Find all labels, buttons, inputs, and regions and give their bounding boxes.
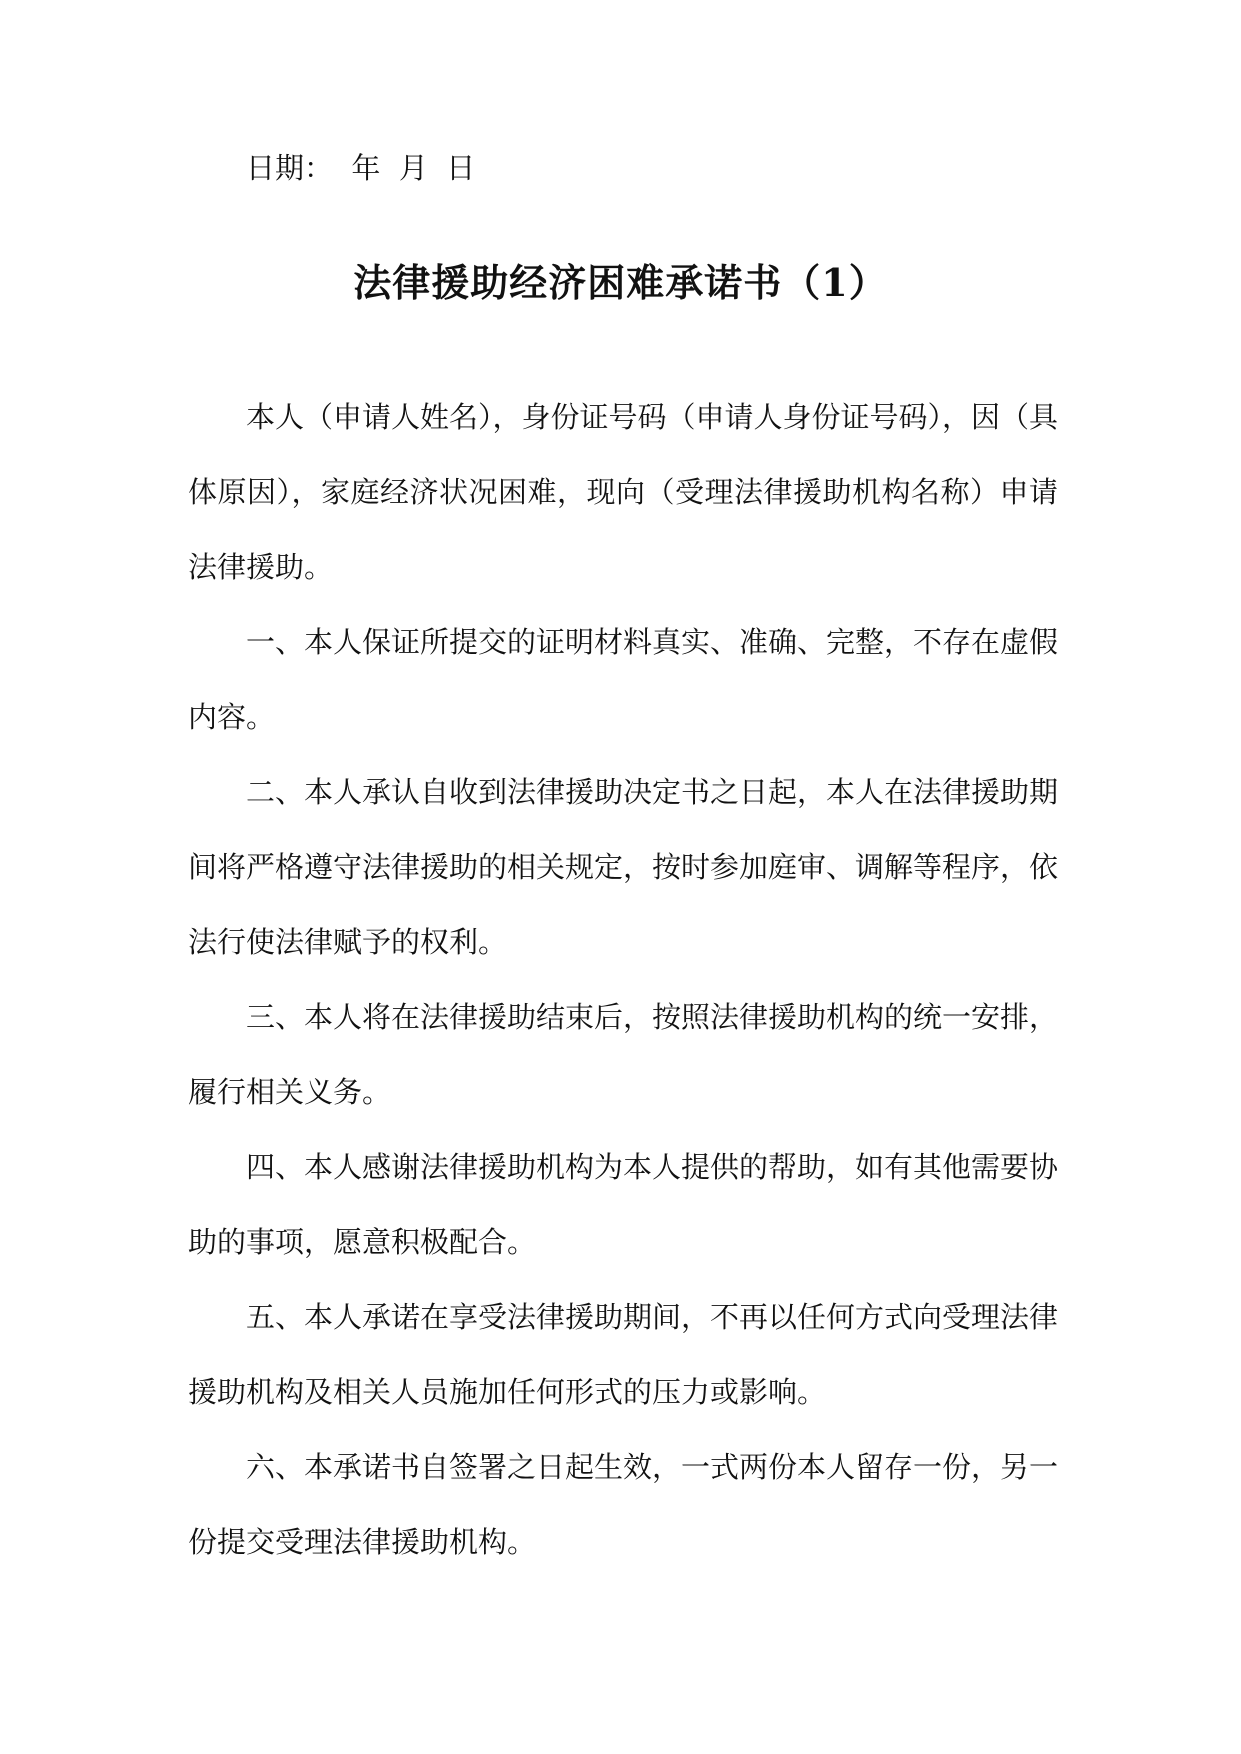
paragraph-3: 三、本人将在法律援助结束后，按照法律援助机构的统一安排，履行相关义务。	[188, 1000, 1059, 1109]
paragraph-1: 一、本人保证所提交的证明材料真实、准确、完整，不存在虚假内容。	[188, 625, 1059, 734]
paragraph-6: 六、本承诺书自签署之日起生效，一式两份本人留存一份，另一份提交受理法律援助机构。	[188, 1450, 1059, 1559]
paragraph-2: 二、本人承认自收到法律援助决定书之日起，本人在法律援助期间将严格遵守法律援助的相关规定，按时参加庭审、调解等程序，依法行使法律赋予的权利。	[188, 775, 1059, 959]
document-body	[188, 380, 1058, 1580]
paragraph-intro: 本人（申请人姓名），身份证号码（申请人身份证号码），因（具体原因），家庭经济状况困难，现向（受理法律援助机构名称）申请法律援助。	[188, 400, 1059, 584]
document-title: 法律援助经济困难承诺书（1）	[353, 260, 888, 305]
paragraph-4: 四、本人感谢法律援助机构为本人提供的帮助，如有其他需要协助的事项，愿意积极配合。	[188, 1150, 1059, 1259]
paragraph-5: 五、本人承诺在享受法律援助期间，不再以任何方式向受理法律援助机构及相关人员施加任何形式的压力或影响。	[188, 1300, 1059, 1409]
date-line: 日期： 年 月 日	[246, 151, 476, 185]
